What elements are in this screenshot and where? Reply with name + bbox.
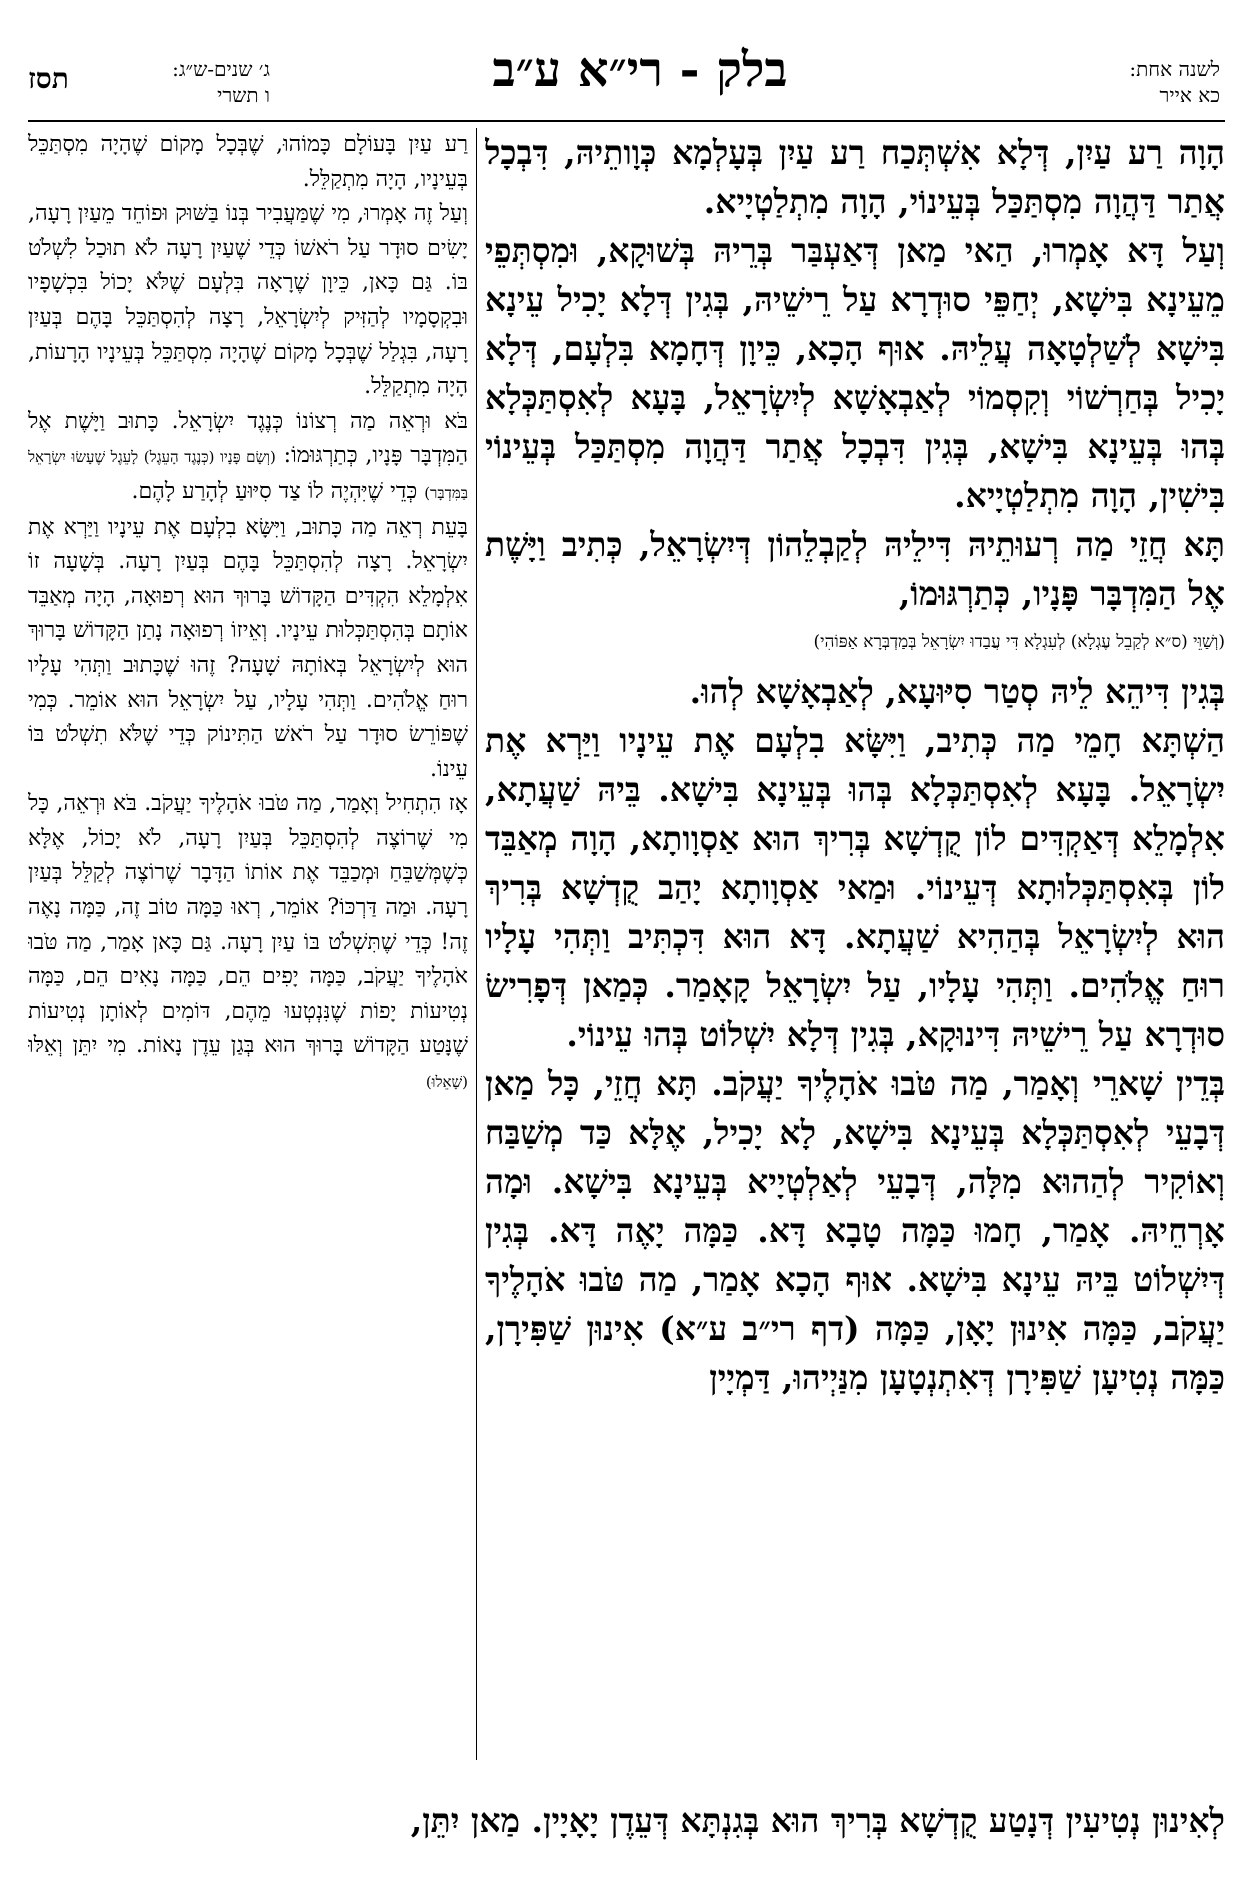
date-left-line1: ג׳ שנים-ש״ג:: [172, 57, 270, 81]
side-paragraph: [28, 787, 468, 1099]
date-right: [1040, 56, 1220, 108]
main-column: [485, 128, 1225, 1760]
side-paragraph-text: אָז הִתְחִיל וְאָמַר, מַה טֹּבוּ אֹהָלֶיךָ יַעֲקֹב. בֹּא וּרְאֵה, כָּל מִי שֶׁרוֹצֶה לְהִסְתַּכֵּל בְּעַיִן רָעָה, לֹא יָכוֹל, אֶלָּא כְּשֶׁמְּשַׁבֵּחַ וּמְכַבֵּד אֶת אוֹתוֹ הַדָּבָר שֶׁרוֹצֶה לְקַלֵּל בְּעַיִן רָעָה. וּמַה דַּרְכּוֹ? אוֹמֵר, רְאוּ כַּמָּה טוֹב זֶה, כַּמָּה נָאֶה זֶה! כְּדֵי שֶׁתִּשְׁלֹט בּוֹ עַיִן רָעָה. גַּם כָּאן אָמַר, מַה טֹּבוּ אֹהָלֶיךָ יַעֲקֹב, כַּמָּה יָפִים הֵם, כַּמָּה נָאִים הֵם, כַּמָּה נְטִיעוֹת יָפוֹת שֶׁנִּנְטְעוּ מֵהֶם, דּוֹמִים לְאוֹתָן נְטִיעוֹת שֶׁנָּטַע הַקָּדוֹשׁ בָּרוּךְ הוּא בְּגַן עֵדֶן נָאוֹת. מִי יִתֵּן וְאֵלּוּ: [28, 791, 468, 1059]
side-paragraph: וְעַל זֶה אָמְרוּ, מִי שֶׁמַּעֲבִיר בְּנוֹ בַּשּׁוּק וּפוֹחֵד מֵעַיִן רָעָה, יָשִׂים סוּדָר עַל רֹאשׁוֹ כְּדֵי שֶׁעַיִן רָעָה לֹא תוּכַל לִשְׁלֹט בּוֹ. גַּם כָּאן, כֵּיוָן שֶׁרָאָה בִּלְעָם שֶׁלֹּא יָכוֹל בִּכְשָׁפָיו וּבִקְסָמָיו לְהַזִּיק לְיִשְׂרָאֵל, רָצָה לְהִסְתַּכֵּל בָּהֶם בְּעַיִן רָעָה, בִּגְלַל שֶׁבְּכָל מָקוֹם שֶׁהָיָה מִסְתַּכֵּל בְּעֵינָיו הָרָעוֹת, הָיָה מִתְקַלֵּל.: [28, 201, 468, 400]
main-paragraph: הָוָה רַע עַיִן, דְּלָא אִשְׁתְּכַח רַע עַיִן בְּעָלְמָא כְּוָותֵיהּ, דִּבְכָל אֲתַר דַּהֲוָה מִסְתַּכַּל בְּעֵינוֹי, הָוָה מִתְלַטְיָיא.: [485, 133, 1225, 221]
date-left-line2: ו תשרי: [217, 83, 270, 107]
page-number: תסז: [28, 62, 69, 95]
date-left: [120, 56, 270, 108]
column-divider: [476, 128, 477, 1760]
side-paragraph: רַע עַיִן בָּעוֹלָם כָּמוֹהוּ, שֶׁבְּכָל מָקוֹם שֶׁהָיָה מִסְתַּכֵּל בְּעֵינָיו, הָיָה מִתְקַלֵּל.: [28, 132, 468, 192]
side-paragraph: בָּעֵת רְאֵה מַה כָּתוּב, וַיִּשָּׂא בִלְעָם אֶת עֵינָיו וַיַּרְא אֶת יִשְׂרָאֵל. רָצָה לְהִסְתַּכֵּל בָּהֶם בְּעַיִן רָעָה. בְּשָׁעָה זוֹ אִלְמָלֵא הִקְדִּים הַקָּדוֹשׁ בָּרוּךְ הוּא רְפוּאָה, הָיָה מְאַבֵּד אוֹתָם בְּהִסְתַּכְּלוּת עֵינָיו. וְאֵיזוֹ רְפוּאָה נָתַן הַקָּדוֹשׁ בָּרוּךְ הוּא לְיִשְׂרָאֵל בְּאוֹתָהּ שָׁעָה? זֶהוּ שֶׁכָּתוּב וַתְּהִי עָלָיו רוּחַ אֱלֹהִים. וַתְּהִי עָלָיו, עַל יִשְׂרָאֵל הוּא אוֹמֵר. כְּמִי שֶׁפּוֹרֵשׂ סוּדָר עַל רֹאשׁ הַתִּינוֹק כְּדֵי שֶׁלֹּא תִשְׁלֹט בּוֹ עֵינוֹ.: [28, 514, 468, 782]
date-right-line1: לשנה אחת:: [1129, 57, 1220, 81]
side-paragraph-rest: כְּדֵי שֶׁיִּהְיֶה לוֹ צַד סִיּוּעַ לְהָרַע לָהֶם.: [131, 478, 418, 504]
main-paragraph: בְּדֵין שָׁארֵי וְאָמַר, מַה טֹּבוּ אֹהָלֶיךָ יַעֲקֹב. תָּא חֲזֵי, כָּל מַאן דְּבָעֵי לְאִסְתַּכְּלָא בְּעֵינָא בִּישָׁא, לָא יָכִיל, אֶלָּא כַּד מְשַׁבַּח וְאוֹקִיר לְהַהוּא מִלָּה, דְּבָעֵי לְאַלְטְיָיא בְּעֵינָא בִּישָׁא. וּמָה אָרְחֵיהּ. אָמַר, חָמוּ כַּמָּה טָבָא דָּא. כַּמָּה יָאֶה דָּא. בְּגִין דְּיִשְׁלוֹט בֵּיהּ עֵינָא בִּישָׁא. אוּף הָכָא אָמַר, מַה טֹּבוּ אֹהָלֶיךָ יַעֲקֹב, כַּמָּה אִינוּן יָאָן, כַּמָּה (דף רי״ב ע״א) אִינוּן שַׁפִּירָן, כַּמָּה נְטִיעָן שַׁפִּירָן דְּאִתְנְטָעָן מִנַּיְיהוּ, דַּמְיָין: [485, 1064, 1225, 1397]
header-rule: [28, 120, 1225, 122]
main-note: (וְשַׁוֵּי (ס״א לְקַבֵל עֶגְלָא) לְעִגְלָא דִּי עֲבַדוּ יִשְׂרָאֵל בְּמַדְבְּרָא אַפּוֹהִי): [813, 632, 1225, 652]
side-note: (וְשָׂם פָּנָיו (כְּנֶגֶד הָעֵגֶל) לָעֵגֶל שֶׁעָשׂוּ יִשְׂרָאֵל בַּמִּדְבָּר): [28, 448, 468, 502]
side-note: (שָׁאֵלוּ): [425, 1073, 468, 1092]
main-paragraph: תָּא חֲזֵי מַה רְעוּתֵיהּ דִּילֵיהּ לְקַבְלֵהוֹן דְּיִשְׂרָאֵל, כְּתִיב וַיָּשֶׁת אֶל הַמִּדְבָּר פָּנָיו, כְּתַרְגּוּמוֹ,: [485, 525, 1225, 613]
page-title: בלק - רי״א ע״ב: [492, 42, 788, 98]
side-paragraph-text: בֹּא וּרְאֵה מַה רְצוֹנוֹ כְּנֶגֶד יִשְׂרָאֵל. כָּתוּב וַיָּשֶׁת אֶל הַמִּדְבָּר פָּנָיו, כְּתַרְגּוּמוֹ:: [28, 408, 468, 469]
main-paragraph: הַשְׁתָּא חָמֵי מַה כְּתִיב, וַיִּשָּׂא בִלְעָם אֶת עֵינָיו וַיַּרְא אֶת יִשְׂרָאֵל. בָּעָא לְאִסְתַּכְּלָא בְּהוּ בְּעֵינָא בִּישָׁא. בֵּיהּ שַׁעֲתָא, אִלְמָלֵא דְּאַקְדִּים לוֹן קֻדְשָׁא בְּרִיךְ הוּא אַסְוָותָא, הָוָה מְאַבֵּד לוֹן בְּאִסְתַּכְּלוּתָא דְּעֵינוֹי. וּמַאי אַסְוָותָא יָהַב קֻדְשָׁא בְּרִיךְ הוּא לְיִשְׂרָאֵל בְּהַהִיא שַׁעֲתָא. דָּא הוּא דִּכְתִּיב וַתְּהִי עָלָיו רוּחַ אֱלֹהִים. וַתְּהִי עָלָיו, עַל יִשְׂרָאֵל קָאָמַר. כְּמַאן דְּפָרִישׂ סוּדְרָא עַל רֵישֵׁיהּ דִּינוּקָא, בְּגִין דְּלָא יִשְׁלוֹט בְּהוּ עֵינוֹי.: [485, 721, 1225, 1054]
side-paragraph: [28, 405, 468, 511]
side-column: [28, 128, 468, 1760]
main-paragraph: בְּגִין דִּיהֵא לֵיהּ סְטַר סִיּוּעָא, לְאַבְאָשָׁא לְהוּ.: [689, 672, 1225, 711]
date-right-line2: כא אייר: [1159, 83, 1220, 107]
main-paragraph: וְעַל דָּא אָמְרוּ, הַאי מַאן דְּאַעְבַּר בְּרֵיהּ בְּשׁוּקָא, וּמִסְתְּפֵי מֵעֵינָא בִּישָׁא, יְחַפֵּי סוּדְרָא עַל רֵישֵׁיהּ, בְּגִין דְּלָא יָכִיל עֵינָא בִּישָׁא לְשַׁלְטָאָה עֲלֵיהּ. אוּף הָכָא, כֵּיוָן דְּחָמָא בִּלְעָם, דְּלָא יָכִיל בְּחַרְשׁוֹי וְקִסְמוֹי לְאַבְאָשָׁא לְיִשְׂרָאֵל, בָּעָא לְאִסְתַּכְּלָא בְּהוּ בְּעֵינָא בִּישָׁא, בְּגִין דִּבְכָל אֲתַר דַּהֲוָה מִסְתַּכַּל בְּעֵינוֹי בִּישִׁין, הָוָה מִתְלַטְיָיא.: [485, 231, 1225, 515]
bottom-line: לְאִינוּן נְטִיעִין דְּנָטַע קֻדְשָׁא בְּרִיךְ הוּא בְּגִנְתָּא דְּעֵדֶן יָאָיָין. מַאן יִתֵּן,: [410, 1801, 1225, 1840]
